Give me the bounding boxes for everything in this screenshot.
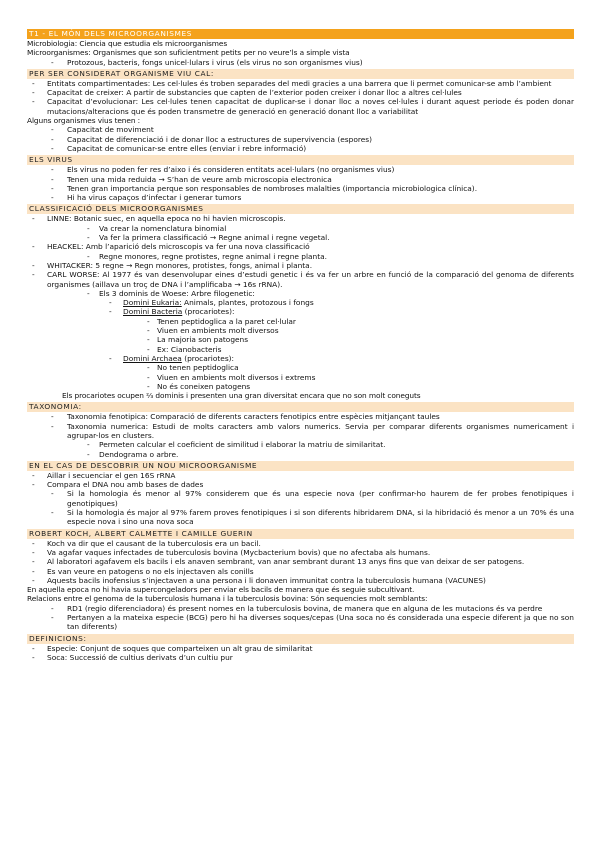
list-item: - Va crear la nomenclatura binomial: [27, 224, 574, 233]
section-intro: [27, 29, 574, 67]
list-item: - WHITACKER: 5 regne → Regn monores, protistes, fongs, animal i planta.: [27, 261, 574, 270]
list-item: - Protozous, bacteris, fongs unicel·lulars i virus (els virus no son organismes vius): [27, 58, 574, 67]
section-heading: PER SER CONSIDERAT ORGANISME VIU CAL:: [27, 69, 574, 79]
section-koch: [27, 529, 574, 632]
section-heading: EN EL CAS DE DESCOBRIR UN NOU MICROORGANISME: [27, 461, 574, 471]
paragraph: En aquella epoca no hi havia supercongeladors per enviar els bacils de manera que és seguie subcultivant.: [27, 585, 415, 595]
list-item: - Capacitat de diferenciació i de donar lloc a estructures de supervivencia (espores): [27, 135, 574, 144]
list-item: - Aillar i secuenciar el gen 16S rRNA: [27, 471, 574, 480]
section-new-microorganism: [27, 461, 574, 527]
document-page: [27, 29, 574, 662]
list-item: - RD1 (regio diferenciadora) és present nomes en la tuberculosis bovina, de manera que en alguna de les mutacions és va perdre: [27, 604, 574, 613]
list-item: - Els virus no poden fer res d’aixo i és consideren entitats acel·lulars (no organismes vius): [27, 165, 574, 174]
section-heading: CLASSIFICACIÓ DELS MICROORGANISMES: [27, 204, 574, 214]
list-item: - Els 3 dominis de Woese: Arbre filogenetic:: [27, 289, 574, 298]
list-item: - Capacitat d’evolucionar: Les cel·lules tenen capacitat de duplicar-se i donar lloc a noves cel·lules i durant aquest periode és poden donar mutacions/alteracions que és poden transmetre de generació en generació donant lloc a variabilitat: [27, 97, 574, 116]
list-item: - Si la homologia és major al 97% farem proves fenotipiques i si son diferents hibridarem DNA, si la hibridació és menor a un 70% és una especie nova i sino una nova soca: [27, 508, 574, 527]
list-item: - Viuen en ambients molt diversos: [27, 326, 574, 335]
list-item: - Taxonomia fenotipica: Comparació de diferents caracters fenotipics entre espècies mitjançant taules: [27, 412, 574, 421]
list-item: - Es van veure en patogens o no els injectaven als conills: [27, 567, 574, 576]
list-item-domain-archaea: [27, 354, 574, 363]
list-item: - Ex: Cianobacteris: [27, 345, 574, 354]
list-item: - Capacitat de creixer: A partir de substancies que capten de l’exterior poden creixer i donar lloc a altres cel·lules: [27, 88, 574, 97]
list-item: - Dendograma o arbre.: [27, 450, 574, 459]
paragraph: Microorganismes: Organismes que son suficientment petits per no veure’ls a simple vista: [27, 48, 350, 58]
section-alive: [27, 69, 574, 153]
list-item: - HEACKEL: Amb l’aparició dels microscopis va fer una nova classificació: [27, 242, 574, 251]
list-item: - La majoria son patogens: [27, 335, 574, 344]
domain-description: Animals, plantes, protozous i fongs: [181, 298, 314, 308]
list-item: - Tenen gran importancia perque son responsables de nombroses malalties (importancia microbiologica clínica).: [27, 184, 574, 193]
section-virus: [27, 155, 574, 202]
section-heading: DEFINICIONS:: [27, 634, 574, 644]
paragraph: Alguns organismes vius tenen :: [27, 116, 141, 126]
list-item: - Entitats compartimentades: Les cel·lules és troben separades del medi gracies a una barrera que li permet comunicar-se amb l’ambient: [27, 79, 574, 88]
list-item: - Regne monores, regne protistes, regne animal i regne planta.: [27, 252, 574, 261]
list-item: - Aquests bacils inofensius s’injectaven a una persona i li donaven immunitat contra la tuberculosis humana (VACUNES): [27, 576, 574, 585]
domain-description: (procariotes):: [181, 353, 235, 363]
domain-description: (procariotes):: [182, 307, 235, 317]
list-item-domain-eukaria: [27, 298, 574, 307]
list-item: - Viuen en ambients molt diversos i extrems: [27, 373, 574, 382]
section-heading: TAXONOMIA:: [27, 402, 574, 412]
domain-name: Domini Eukaria:: [123, 298, 182, 308]
document-title: T1 - EL MÓN DELS MICROORGANISMES: [27, 29, 574, 39]
paragraph: Microbiologia: Ciencia que estudia els microorganismes: [27, 39, 228, 48]
section-classification: [27, 204, 574, 400]
list-item: - Compara el DNA nou amb bases de dades: [27, 480, 574, 489]
list-item: - Capacitat de comunicar-se entre elles (enviar i rebre informació): [27, 144, 574, 153]
section-taxonomy: [27, 402, 574, 458]
list-item: - Tenen peptidoglica a la paret cel·lular: [27, 317, 574, 326]
list-item: - Al laboratori agafavem els bacils i els anaven sembrant, van anar sembrant durant 13 anys fins que van deixar de ser patogens.: [27, 557, 574, 566]
domain-name: Domini Archaea: [123, 353, 182, 363]
list-item: - No tenen peptidoglica: [27, 363, 574, 372]
list-item: - Permeten calcular el coeficient de similitud i elaborar la matriu de similaritat.: [27, 440, 574, 449]
list-item: - No és coneixen patogens: [27, 382, 574, 391]
list-item: - CARL WORSE: Al 1977 és van desenvolupar eines d’estudi genetic i és va fer un arbre en funció de la comparació del genoma de diferents organismes (aillava un troç de DNA i l’amplificaba → 16s rRNA).: [27, 270, 574, 289]
list-item-domain-bacteria: [27, 307, 574, 316]
list-item: - Va agafar vaques infectades de tuberculosis bovina (Mycbacterium bovis) que no afectaba als humans.: [27, 548, 574, 557]
paragraph: Relacions entre el genoma de la tuberculosis humana i la tuberculosis bovina: Són sequencies molt semblants:: [27, 594, 428, 604]
list-item: - Koch va dir que el causant de la tuberculosis era un bacil.: [27, 539, 574, 548]
paragraph: Els procariotes ocupen ⅔ dominis i presenten una gran diversitat encara que no son molt coneguts: [62, 391, 421, 401]
list-item: - Especie: Conjunt de soques que comparteixen un alt grau de similaritat: [27, 644, 574, 653]
list-item: - Va fer la primera classificació → Regne animal i regne vegetal.: [27, 233, 574, 242]
list-item: - Pertanyen a la mateixa especie (BCG) pero hi ha diverses soques/cepas (Una soca no és considerada una especie diferent ja que no son tan diferents): [27, 613, 574, 632]
list-item: - Soca: Successió de cultius derivats d’un cultiu pur: [27, 653, 574, 662]
domain-name: Domini Bacteria: [123, 307, 183, 317]
section-heading: ELS VIRUS: [27, 155, 574, 165]
list-item: - Capacitat de moviment: [27, 125, 574, 134]
list-item: - Hi ha virus capaços d’infectar i generar tumors: [27, 193, 574, 202]
section-heading: ROBERT KOCH, ALBERT CALMETTE I CAMILLE GUERIN: [27, 529, 574, 539]
list-item: - LINNE: Botanic suec, en aquella epoca no hi havien microscopis.: [27, 214, 574, 223]
section-definitions: [27, 634, 574, 663]
list-item: - Si la homologia és menor al 97% considerem que és una especie nova (per confirmar-ho haurem de fer probes fenotipiques i genotipiques): [27, 489, 574, 508]
list-item: - Taxonomia numerica: Estudi de molts caracters amb valors numerics. Servia per comparar diferents organismes numericament i agrupar-los en clusters.: [27, 422, 574, 441]
list-item: - Tenen una mida reduida → S’han de veure amb microscopia electronica: [27, 175, 574, 184]
